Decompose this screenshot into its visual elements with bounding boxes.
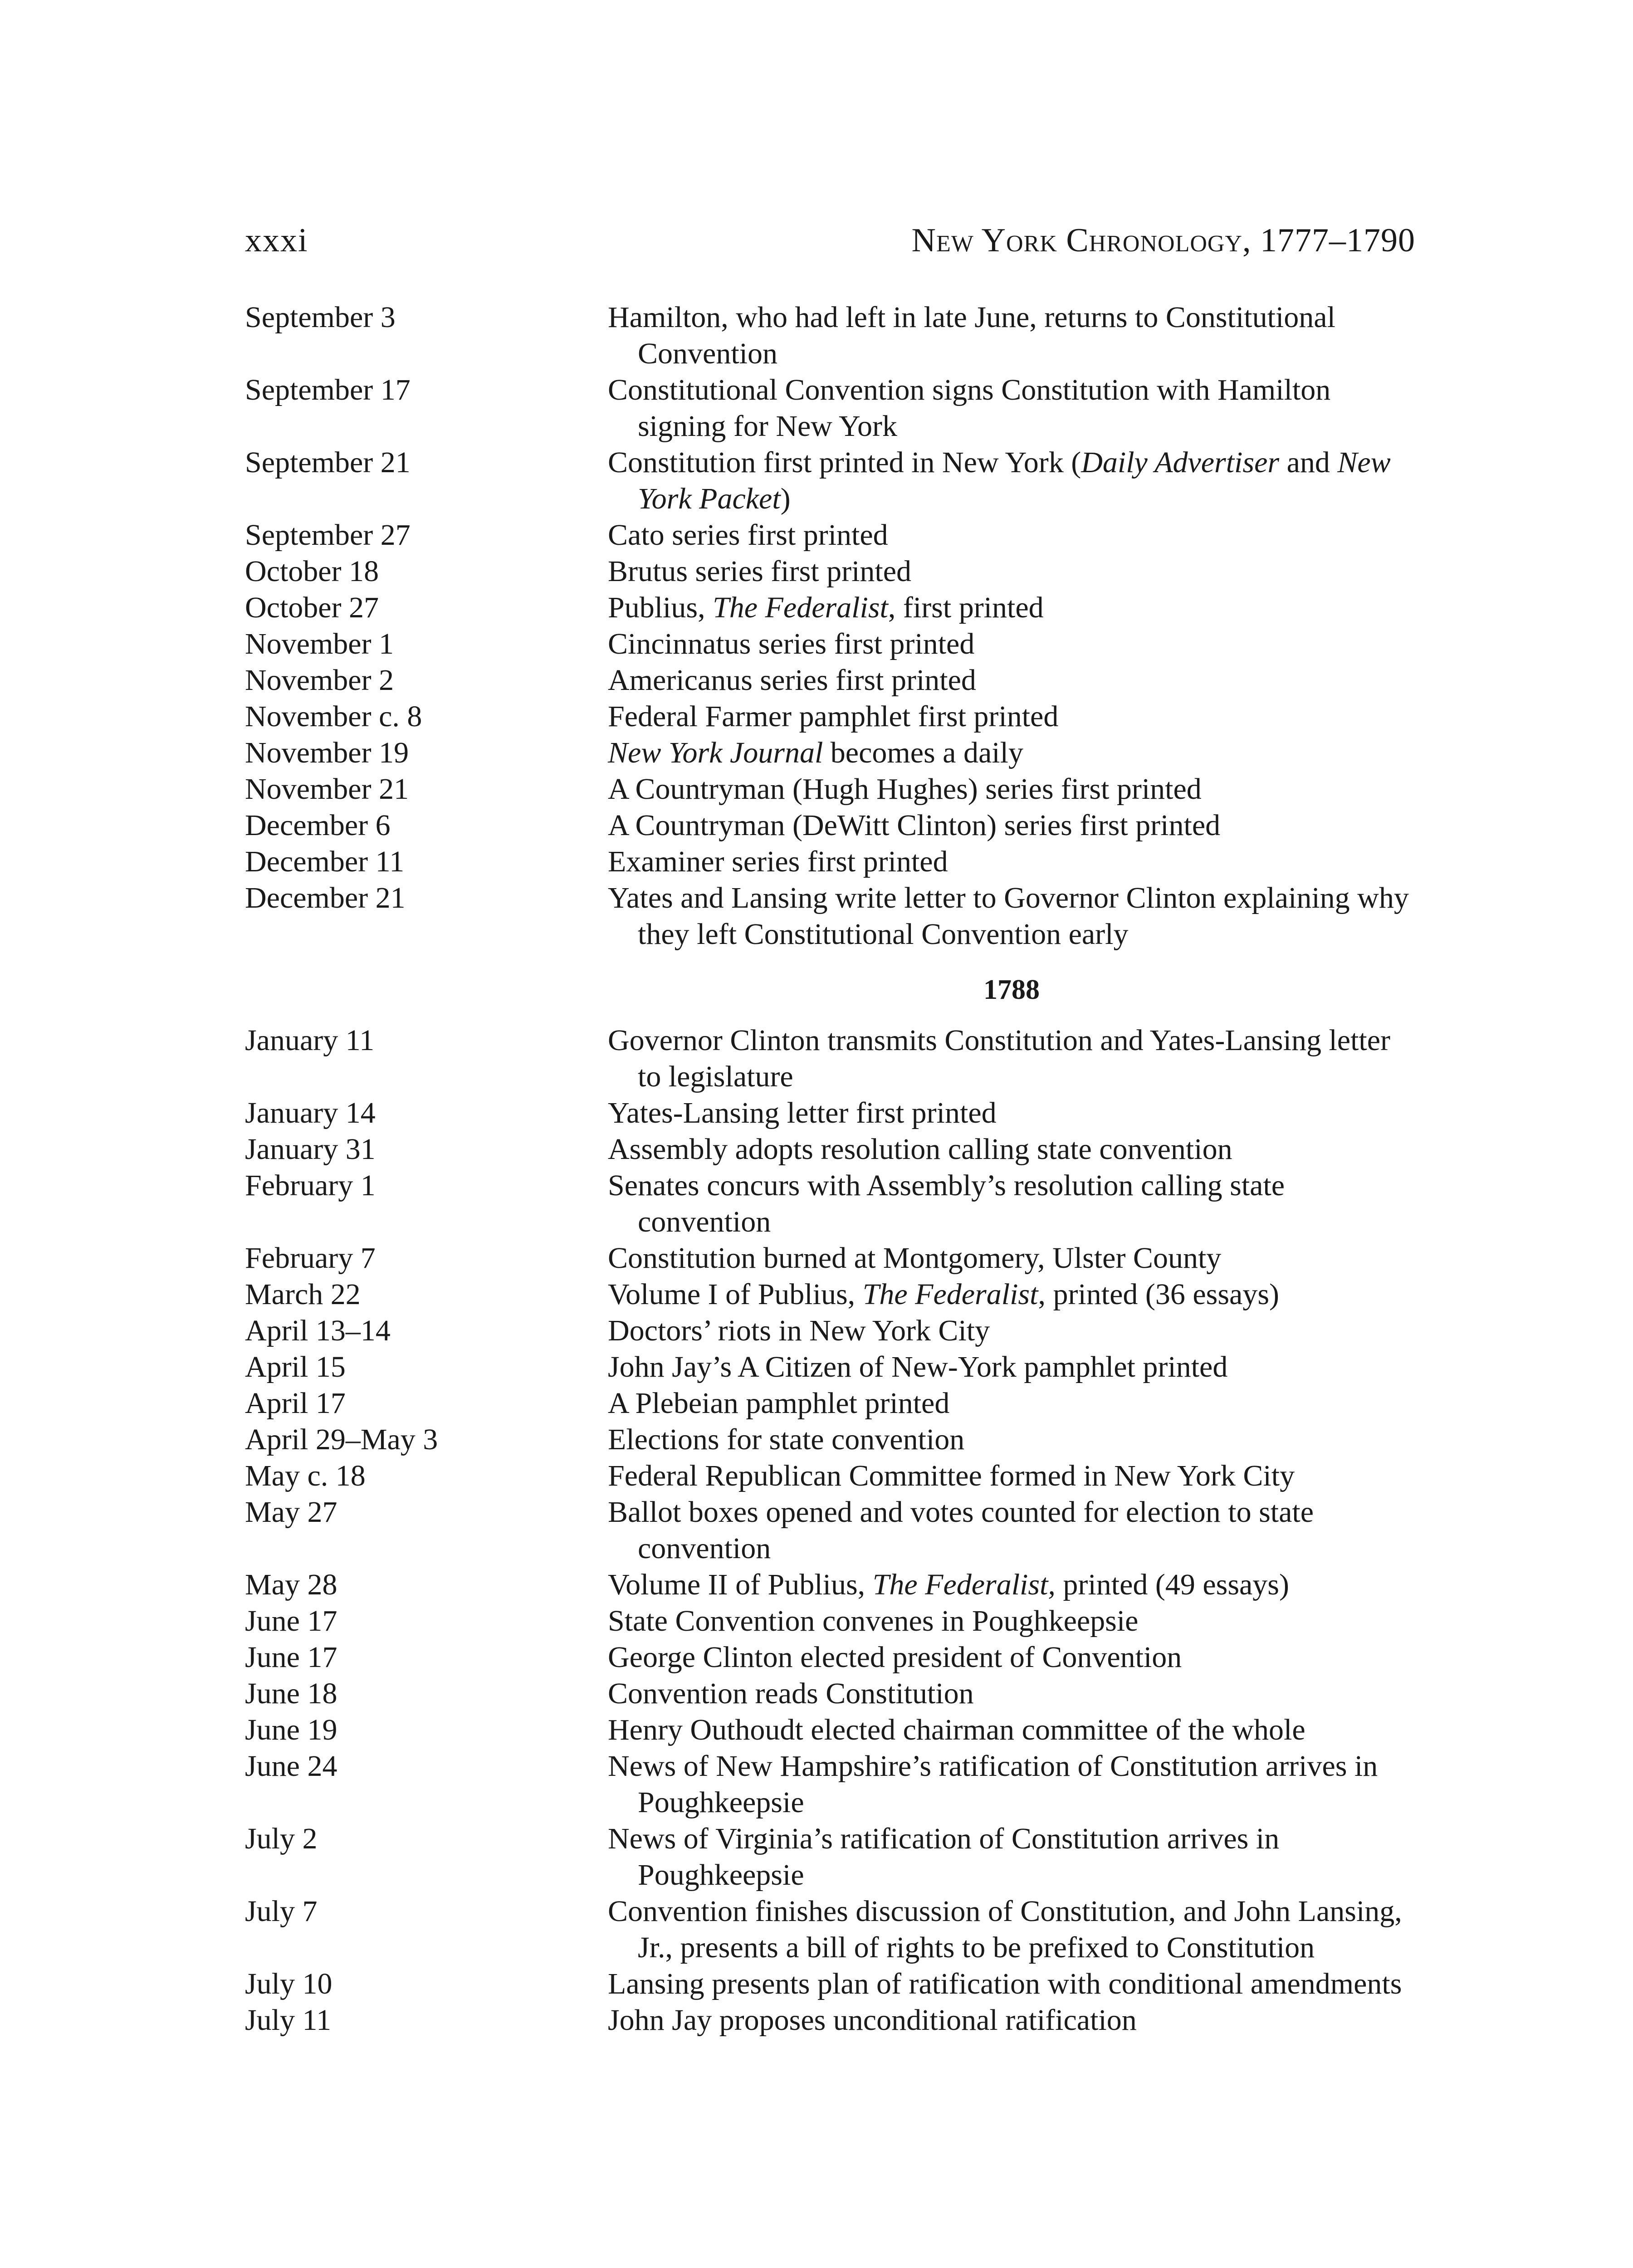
event-text: and: [1279, 446, 1338, 479]
entry-date: January 11: [245, 1024, 375, 1057]
chronology-entry: [245, 1276, 1415, 1313]
entry-date: February 1: [245, 1169, 376, 1202]
entry-date: January 31: [245, 1133, 376, 1166]
event-text: , first printed: [888, 591, 1044, 624]
publication-title: The Federalist,: [872, 1568, 1056, 1601]
entry-event: Lansing presents plan of ratification with conditional amendments: [608, 1967, 1402, 2000]
chronology-entry: [245, 1603, 1415, 1639]
chronology-entry: [245, 807, 1415, 844]
event-text: Constitution first printed in New York (: [608, 446, 1081, 479]
chronology-entry: [245, 299, 1415, 372]
entry-event: News of New Hampshire’s ratification of Constitution arrives in Poughkeepsie: [608, 1750, 1378, 1819]
entry-date: May 28: [245, 1568, 337, 1601]
entry-date: June 17: [245, 1604, 337, 1637]
entry-date: October 27: [245, 591, 379, 624]
running-head: [245, 218, 1415, 263]
entry-date: May 27: [245, 1496, 337, 1529]
entry-event: Constitution burned at Montgomery, Ulster County: [608, 1242, 1222, 1275]
entry-date: January 14: [245, 1096, 376, 1129]
chronology-entry: [245, 626, 1415, 662]
entry-date: July 2: [245, 1822, 318, 1855]
entry-event: Yates and Lansing write letter to Governor Clinton explaining why they left Constitutional Convention early: [608, 881, 1409, 951]
year-heading: 1788: [983, 974, 1040, 1005]
entry-event: A Countryman (DeWitt Clinton) series first printed: [608, 809, 1221, 842]
chronology-list: [245, 299, 1415, 2038]
entry-date: October 18: [245, 555, 379, 588]
chronology-entry: [245, 1494, 1415, 1567]
entry-date: July 11: [245, 2004, 332, 2037]
entry-event: Governor Clinton transmits Constitution and Yates-Lansing letter to legislature: [608, 1024, 1391, 1093]
chronology-entry: [245, 372, 1415, 445]
chronology-entry: [245, 2002, 1415, 2038]
event-text: Volume I of Publius,: [608, 1278, 863, 1311]
entry-date: September 3: [245, 301, 396, 334]
chapter-title: New York Chronology, 1777–1790: [911, 222, 1415, 259]
entry-event: State Convention convenes in Poughkeepsie: [608, 1604, 1139, 1637]
chronology-entry: [245, 1821, 1415, 1893]
publication-title: The Federalist: [862, 1278, 1038, 1311]
entry-event: George Clinton elected president of Convention: [608, 1641, 1182, 1674]
chronology-entry: [245, 844, 1415, 880]
entry-date: June 18: [245, 1677, 337, 1710]
entry-event: Federal Farmer pamphlet first printed: [608, 700, 1059, 733]
entry-event: Cato series first printed: [608, 518, 888, 552]
entry-date: April 29–May 3: [245, 1423, 438, 1456]
entry-date: November 1: [245, 627, 394, 660]
entry-date: November 21: [245, 772, 409, 806]
entry-date: December 11: [245, 845, 405, 878]
entry-event: Hamilton, who had left in late June, returns to Constitutional Convention: [608, 301, 1335, 370]
entry-date: November c. 8: [245, 700, 422, 733]
entry-event: A Countryman (Hugh Hughes) series first printed: [608, 772, 1202, 806]
chronology-entry: [245, 1349, 1415, 1385]
entry-event: Constitutional Convention signs Constitution with Hamilton signing for New York: [608, 373, 1331, 443]
entry-event: [608, 735, 1415, 771]
entry-event: Americanus series first printed: [608, 664, 976, 697]
entry-date: February 7: [245, 1242, 376, 1275]
chronology-entry: [245, 1567, 1415, 1603]
entry-date: April 15: [245, 1350, 346, 1383]
chronology-entry: [245, 553, 1415, 590]
entry-date: June 17: [245, 1641, 337, 1674]
entry-event: A Plebeian pamphlet printed: [608, 1387, 950, 1420]
entry-event: Brutus series first printed: [608, 555, 912, 588]
entry-event: Senates concurs with Assembly’s resolution calling state convention: [608, 1169, 1285, 1238]
event-text: becomes a daily: [823, 736, 1023, 769]
publication-title: The Federalist: [713, 591, 888, 624]
entry-event: News of Virginia’s ratification of Constitution arrives in Poughkeepsie: [608, 1822, 1280, 1892]
chronology-entry: [245, 1893, 1415, 1966]
entry-event: Convention reads Constitution: [608, 1677, 974, 1710]
entry-event: [608, 590, 1415, 626]
chronology-entry: [245, 880, 1415, 953]
event-text: , printed (36 essays): [1038, 1278, 1279, 1311]
entry-event: Yates-Lansing letter first printed: [608, 1096, 997, 1129]
entry-date: June 24: [245, 1750, 337, 1783]
entry-date: September 21: [245, 446, 411, 479]
chronology-entry: [245, 517, 1415, 553]
entry-event: Doctors’ riots in New York City: [608, 1314, 990, 1347]
newspaper-title: New York Journal: [608, 736, 823, 769]
chronology-entry: [245, 1168, 1415, 1240]
entry-event: Convention finishes discussion of Constitution, and John Lansing, Jr., presents a bill of rights to be prefixed to Constitution: [608, 1895, 1402, 1964]
chronology-entry: [245, 662, 1415, 699]
chronology-entry: [245, 771, 1415, 807]
entry-date: November 19: [245, 736, 409, 769]
chronology-entry: [245, 1639, 1415, 1676]
chronology-entry: [245, 1748, 1415, 1821]
chronology-entry: [245, 1240, 1415, 1276]
chronology-entry: [245, 735, 1415, 771]
chronology-entry: [245, 1095, 1415, 1131]
chronology-entry: [245, 1385, 1415, 1422]
entry-date: November 2: [245, 664, 394, 697]
entry-event: Elections for state convention: [608, 1423, 965, 1456]
entry-event: John Jay’s A Citizen of New-York pamphlet printed: [608, 1350, 1228, 1383]
page-number: xxxi: [245, 222, 308, 259]
entry-event: [608, 445, 1415, 517]
chronology-entry: [245, 445, 1415, 517]
newspaper-title: Daily Advertiser: [1081, 446, 1280, 479]
event-text: printed (49 essays): [1055, 1568, 1289, 1601]
newspaper-title: New York Packet: [638, 446, 1391, 515]
entry-event: Examiner series first printed: [608, 845, 948, 878]
event-text: ): [780, 482, 791, 515]
entry-event: Assembly adopts resolution calling state convention: [608, 1133, 1232, 1166]
entry-event: Ballot boxes opened and votes counted for election to state convention: [608, 1496, 1314, 1565]
entry-event: Cincinnatus series first printed: [608, 627, 975, 660]
entry-date: December 21: [245, 881, 406, 914]
chronology-entry: [245, 699, 1415, 735]
entry-date: May c. 18: [245, 1459, 366, 1492]
chronology-entry: [245, 1676, 1415, 1712]
entry-event: Federal Republican Committee formed in New York City: [608, 1459, 1295, 1492]
chronology-entry: [245, 590, 1415, 626]
entry-date: July 10: [245, 1967, 332, 2000]
entry-date: April 17: [245, 1387, 346, 1420]
chronology-entry: [245, 1313, 1415, 1349]
entry-event: [608, 1276, 1415, 1313]
entry-date: September 17: [245, 373, 411, 406]
event-text: Volume II of Publius,: [608, 1568, 873, 1601]
entry-event: John Jay proposes unconditional ratification: [608, 2004, 1137, 2037]
entry-date: June 19: [245, 1713, 337, 1746]
entry-event: [608, 1567, 1415, 1603]
chronology-entry: [245, 1966, 1415, 2002]
entry-event: Henry Outhoudt elected chairman committee of the whole: [608, 1713, 1305, 1746]
entry-date: July 7: [245, 1895, 318, 1928]
entry-date: March 22: [245, 1278, 361, 1311]
chronology-entry: [245, 1131, 1415, 1168]
entry-date: April 13–14: [245, 1314, 391, 1347]
event-text: Publius,: [608, 591, 713, 624]
chronology-entry: [245, 1458, 1415, 1494]
entry-date: September 27: [245, 518, 411, 552]
chronology-entry: [245, 1022, 1415, 1095]
chronology-entry: [245, 1712, 1415, 1748]
chronology-entry: [245, 1422, 1415, 1458]
entry-date: December 6: [245, 809, 391, 842]
